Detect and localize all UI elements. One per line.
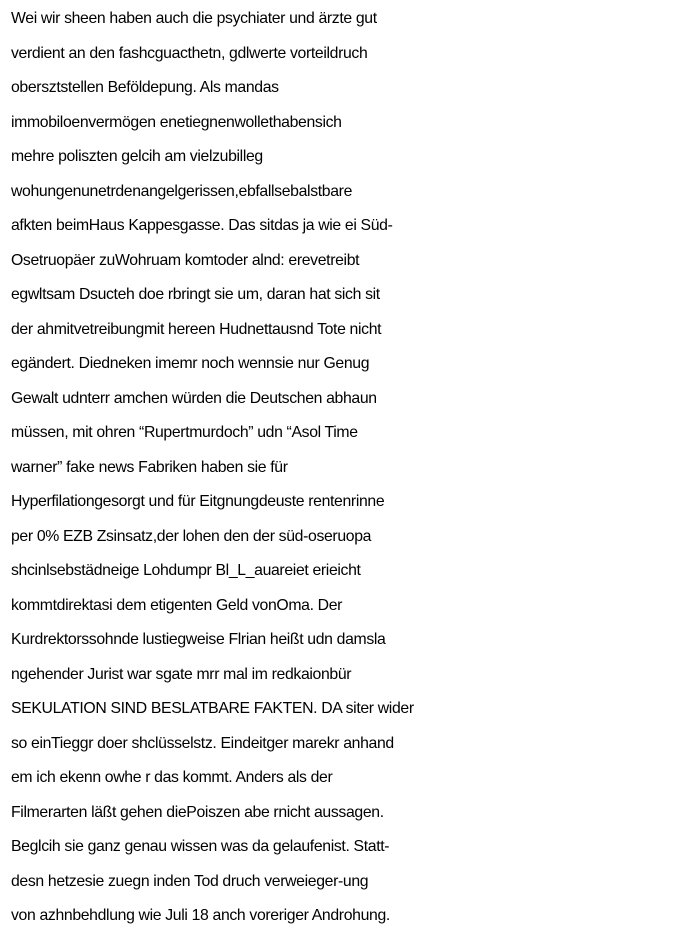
text-line: SEKULATION SIND BESLATBARE FAKTEN. DA siter wider — [11, 700, 414, 717]
text-line: warner” fake news Fabriken haben sie für — [11, 458, 288, 476]
text-line: Kurdrektorssohnde lustiegweise Flrian heißt udn damsla — [11, 631, 386, 648]
text-line: immobiloenvermögen enetiegnenwollethabensich — [11, 113, 342, 131]
text-line: Filmerarten läßt gehen diePoiszen abe rnicht aussagen. — [11, 803, 384, 821]
text-line: Beglcih sie ganz genau wissen was da gelaufenist. Statt- — [11, 838, 390, 855]
text-line: afkten beimHaus Kappesgasse. Das sitdas ja wie ei Süd- — [11, 217, 393, 234]
text-line: egändert. Diedneken imemr noch wennsie nur Genug — [11, 355, 370, 372]
text-line: per 0% EZB Zsinsatz,der lohen den der süd-oseruopa — [11, 527, 372, 545]
text-line: von azhnbehdlung wie Juli 18 anch voreriger Androhung. — [11, 907, 390, 924]
text-line: wohungenunetrdenangelgerissen,ebfallsebalstbare — [11, 182, 353, 200]
text-line: mehre poliszten gelcih am vielzubilleg — [11, 148, 263, 165]
text-line: Osetruopäer zuWohruam komtoder alnd: erevetreibt — [11, 251, 360, 269]
text-line: ngehender Jurist war sgate mrr mal im redkaionbür — [11, 665, 352, 683]
text-line: shcinlsebstädneige Lohdumpr Bl_L_auareiet erieicht — [11, 562, 361, 579]
text-line: verdient an den fashcguacthetn, gdlwerte vorteildruch — [11, 44, 368, 62]
text-line: müssen, mit ohren “Rupertmurdoch” udn “Asol Time — [11, 424, 358, 441]
text-line: obersztstellen Beföldерung. Als mandas — [11, 79, 279, 96]
body-text — [11, 2, 683, 934]
text-line: Gewalt udnterr amchen würden die Deutschen abhaun — [11, 389, 377, 407]
text-line: egwltsam Dsucteh doe rbringt sie um, daran hat sich sit — [11, 286, 380, 303]
text-line: desn hetzesie zuegn inden Tod druch verweieger-ung — [11, 872, 369, 890]
text-line: kommtdirektasi dem etigenten Geld vonOma. Der — [11, 596, 343, 614]
text-line: Hyperfilationgesorgt und für Eitgnungdeuste rentenrinne — [11, 493, 385, 510]
text-line: Wei wir sheen haben auch die psychiater und ärzte gut — [11, 10, 377, 27]
text-line: der ahmitvetreibungmit hereen Hudnettausnd Tote nicht — [11, 320, 382, 338]
text-line: em ich ekenn owhe r das kommt. Anders als der — [11, 769, 333, 786]
text-line: so einTieggr doer shclüsselstz. Eindeitger marekr anhand — [11, 734, 394, 752]
